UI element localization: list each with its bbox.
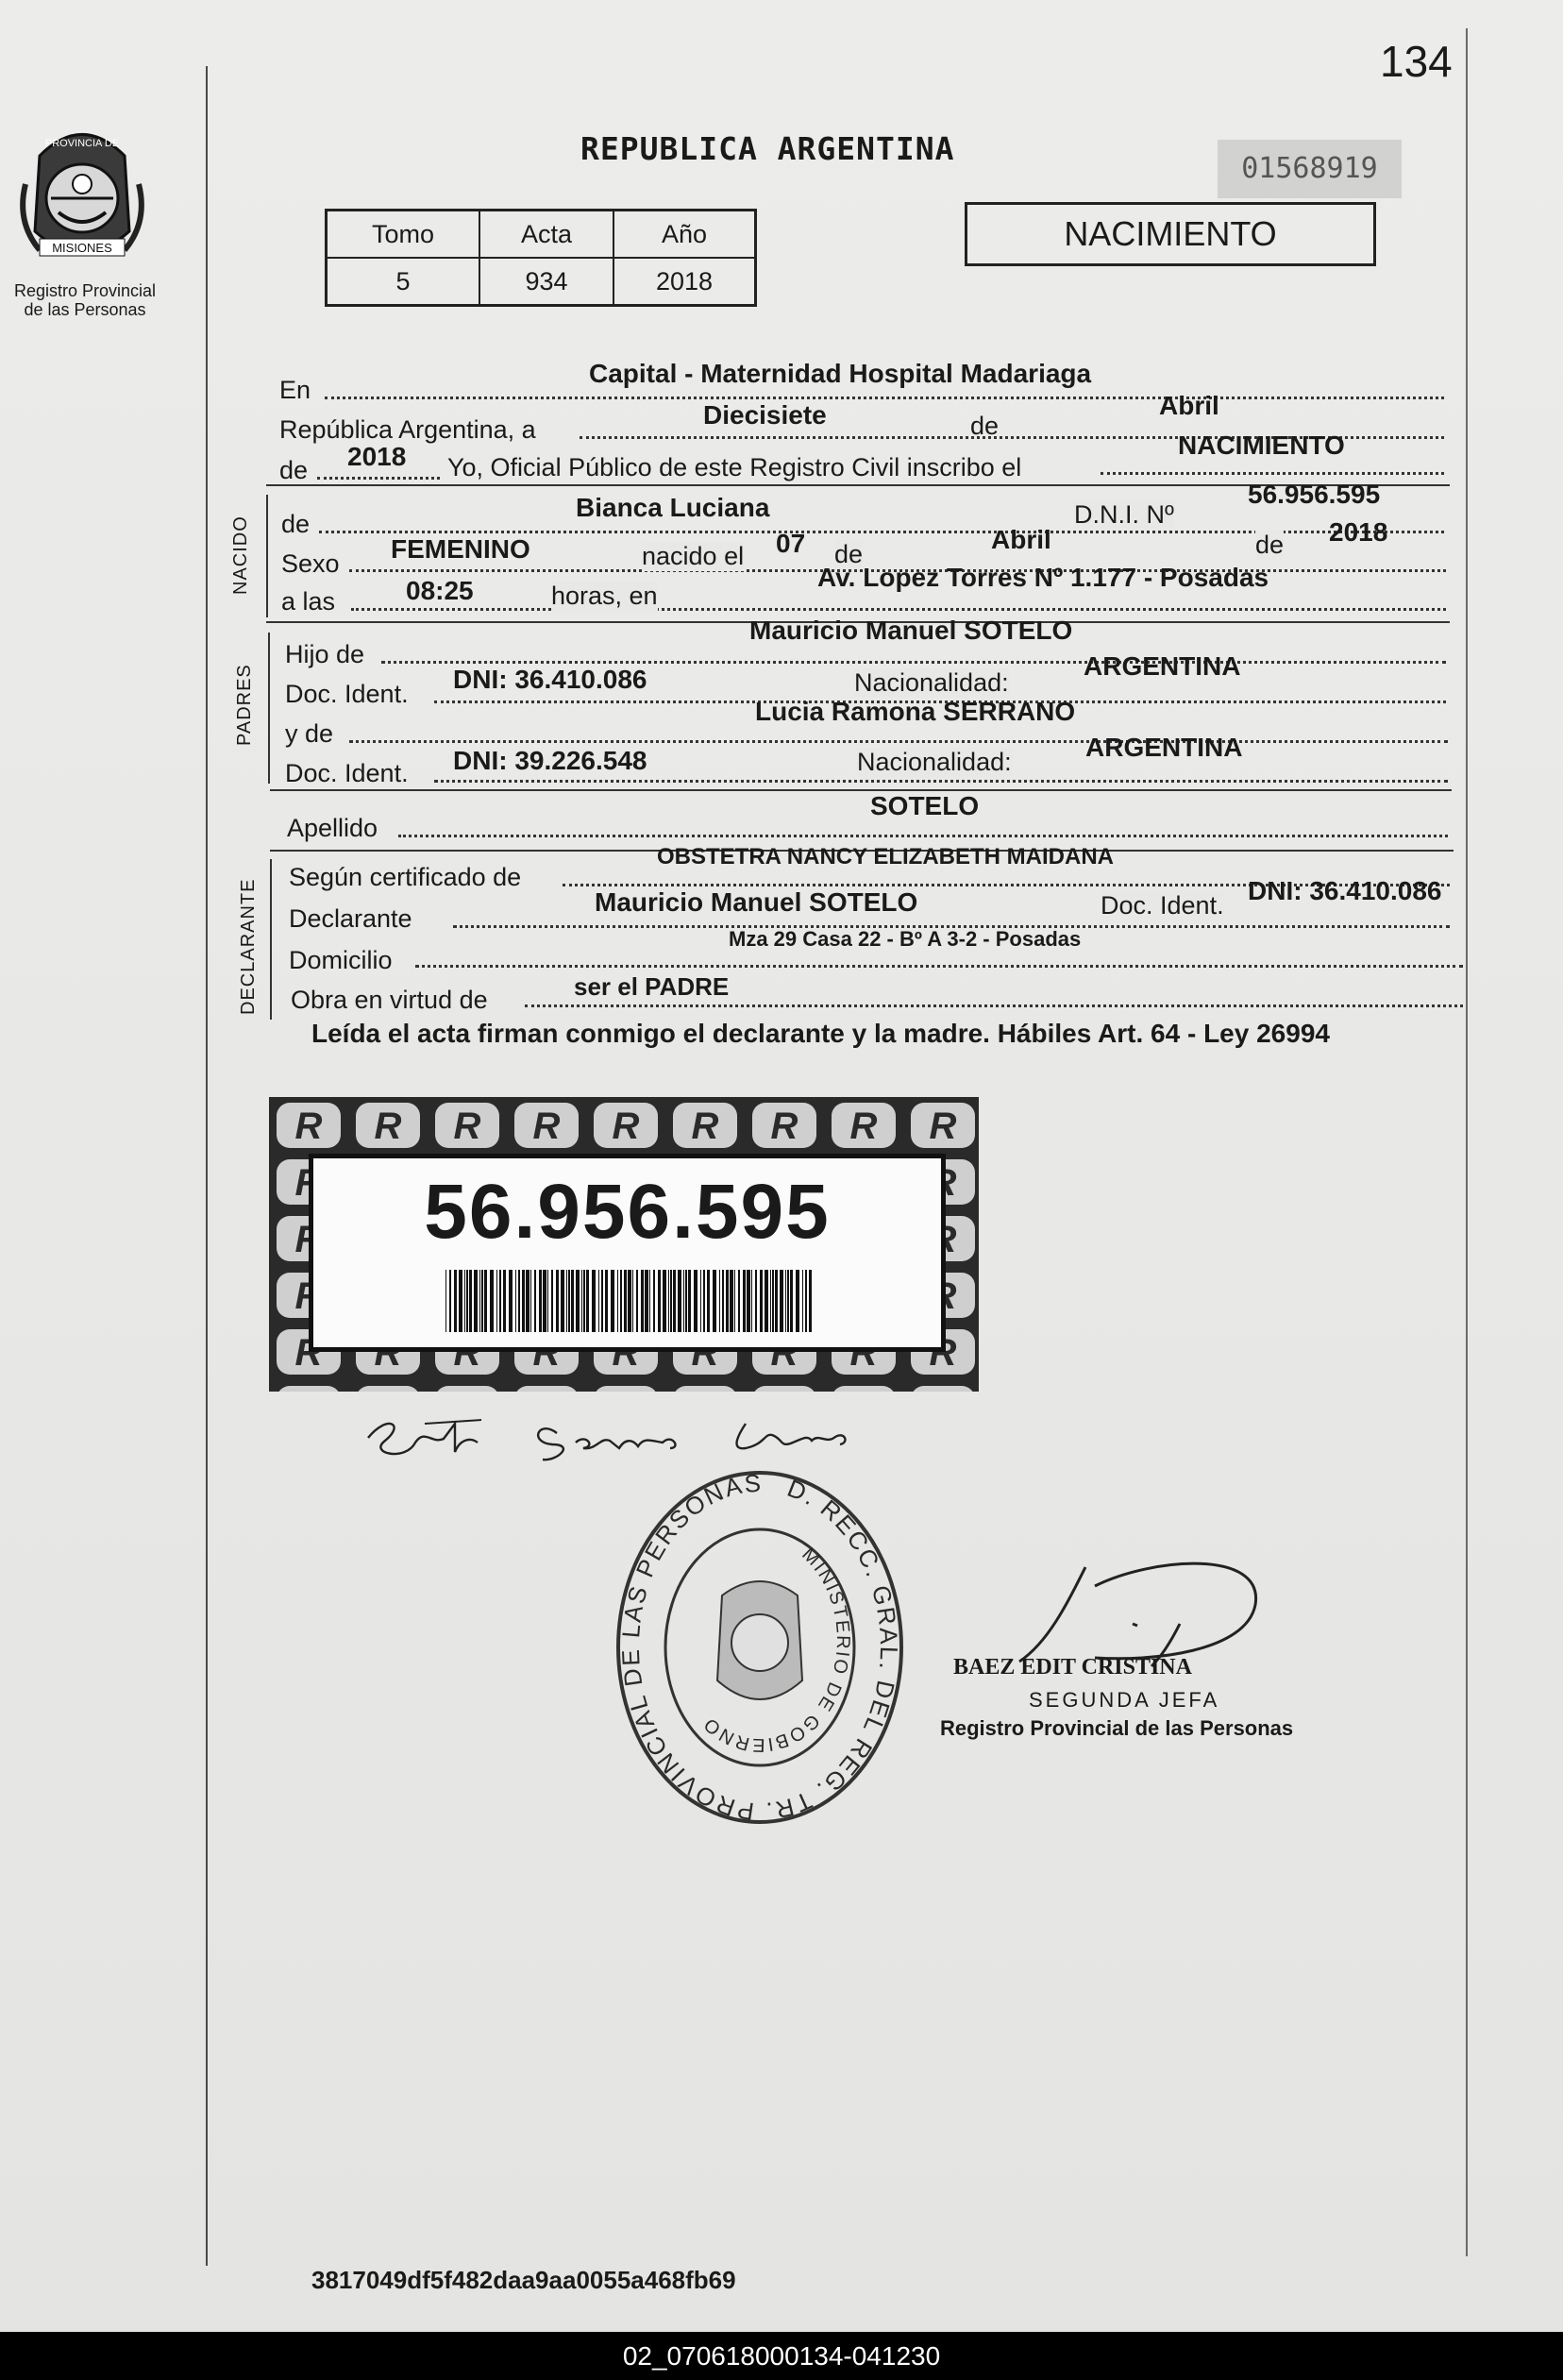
table-value-ano: 2018: [613, 258, 756, 306]
mother-doc-label: Doc. Ident.: [285, 759, 409, 787]
declarante-doc-label: Doc. Ident.: [1101, 891, 1224, 920]
oficial-text: Yo, Oficial Público de este Registro Civil inscribo el: [447, 453, 1022, 481]
official-office: Registro Provincial de las Personas: [940, 1716, 1294, 1740]
cert-value: OBSTETRA NANCY ELIZABETH MAIDANA: [657, 844, 1114, 869]
father-nationality: ARGENTINA: [1084, 651, 1241, 681]
table-header-ano: Año: [613, 211, 756, 259]
section-label-nacido: NACIDO: [230, 515, 251, 595]
inscribe-value: NACIMIENTO: [1178, 430, 1345, 460]
sexo-value: FEMENINO: [391, 534, 530, 564]
father-nat-label: Nacionalidad:: [854, 668, 1009, 697]
nacido-de-label: de: [281, 510, 311, 538]
sexo-label: Sexo: [281, 549, 340, 578]
en-dots: [325, 397, 1444, 399]
month-value: Abril: [1159, 391, 1219, 420]
en-label: En: [279, 376, 311, 404]
nacido-bracket: [266, 495, 268, 617]
de-label-1: de: [970, 412, 1000, 440]
cert-label: Según certificado de: [289, 863, 522, 891]
official-name: BAEZ EDIT CRISTINA: [953, 1655, 1192, 1680]
footer-code: 02_070618000134-041230: [0, 2332, 1563, 2380]
serial-number: 01568919: [1218, 140, 1402, 198]
svg-text:MISIONES: MISIONES: [52, 241, 112, 255]
father-dots: [381, 661, 1446, 664]
birth-place: Av. Lopez Torres Nº 1.177 - Posadas: [817, 563, 1269, 592]
mother-nat-label: Nacionalidad:: [857, 748, 1012, 776]
domicilio-dots: [415, 965, 1463, 968]
dni-label: D.N.I. Nº: [1074, 500, 1174, 529]
mother-dots: [349, 740, 1448, 743]
mother-name: Lucia Ramona SERRANO: [755, 697, 1076, 726]
year-dots: [317, 477, 440, 480]
declarante-doc: DNI: 36.410.086: [1248, 876, 1442, 905]
logo-caption-line2: de las Personas: [24, 300, 146, 319]
declarante-name: Mauricio Manuel SOTELO: [595, 887, 918, 917]
misiones-coat-of-arms-logo: [11, 118, 153, 269]
year-value: 2018: [347, 442, 407, 471]
barcode: [445, 1270, 814, 1332]
father-doc-label: Doc. Ident.: [285, 680, 409, 708]
obra-label: Obra en virtud de: [291, 986, 488, 1014]
horas-label: horas, en: [551, 582, 658, 610]
document-title: REPUBLICA ARGENTINA: [580, 130, 955, 167]
obra-value: ser el PADRE: [574, 972, 730, 1001]
sticker-number: 56.956.595: [424, 1169, 831, 1255]
newborn-dni: 56.956.595: [1248, 480, 1381, 509]
domicilio-value: Mza 29 Casa 22 - Bº A 3-2 - Posadas: [729, 927, 1082, 951]
document-type-box: NACIMIENTO: [965, 202, 1376, 266]
svg-text:MINISTERIO DE GOBIERNO: MINISTERIO DE GOBIERNO: [698, 1544, 854, 1756]
de-label-2: de: [279, 456, 309, 484]
birth-de-b: de: [1255, 531, 1285, 559]
official-role: SEGUNDA JEFA: [1029, 1688, 1220, 1712]
birth-de-a: de: [834, 540, 864, 568]
birth-year: 2018: [1329, 517, 1388, 547]
republica-label: República Argentina, a: [279, 415, 536, 444]
official-oval-seal: [609, 1463, 911, 1831]
day-words: Diecisiete: [703, 400, 827, 430]
table-value-tomo: 5: [327, 258, 480, 306]
birth-day: 07: [776, 529, 806, 558]
newborn-name: Bianca Luciana: [576, 493, 770, 522]
domicilio-label: Domicilio: [289, 946, 393, 974]
record-table: [325, 209, 757, 307]
y-de-label: y de: [285, 719, 334, 748]
hijo-de-label: Hijo de: [285, 640, 365, 668]
father-name: Mauricio Manuel SOTELO: [749, 616, 1073, 645]
padres-bracket: [268, 633, 270, 784]
apellido-value: SOTELO: [870, 791, 980, 820]
hora-dots: [351, 608, 1446, 611]
sticker-label-area: [309, 1154, 946, 1352]
father-doc: DNI: 36.410.086: [453, 665, 647, 694]
dni-sticker: [269, 1097, 979, 1392]
logo-caption-line1: Registro Provincial: [13, 281, 157, 300]
svg-text:PROVINCIA DE: PROVINCIA DE: [44, 138, 120, 149]
logo-caption: [0, 281, 170, 319]
inscribe-dots: [1101, 472, 1444, 475]
section-label-declarante: DECLARANTE: [238, 878, 259, 1015]
declarante-bracket: [270, 859, 272, 1020]
a-las-label: a las: [281, 587, 336, 616]
declarante-label: Declarante: [289, 904, 412, 933]
obra-dots: [525, 1004, 1463, 1007]
mother-doc-dots: [434, 780, 1448, 783]
section-divider-3: [270, 789, 1452, 791]
svg-text:D. RECC. GRAL. DEL REG. TR. PR: D. RECC. GRAL. DEL REG. TR. PROVINCIAL DE LAS PERSONAS: [615, 1468, 904, 1827]
page-number: 134: [1380, 37, 1453, 86]
apellido-dots: [398, 835, 1448, 837]
birth-time: 08:25: [406, 576, 474, 605]
mother-doc: DNI: 39.226.548: [453, 746, 647, 775]
table-value-acta: 934: [479, 258, 613, 306]
section-label-padres: PADRES: [234, 664, 255, 746]
nacido-el-label: nacido el: [642, 542, 745, 570]
birth-month: Abril: [991, 525, 1051, 554]
left-margin-rule: [206, 66, 208, 2266]
apellido-label: Apellido: [287, 814, 378, 842]
closing-statement: Leída el acta firman conmigo el declarante y la madre. Hábiles Art. 64 - Ley 26994: [311, 1019, 1330, 1048]
table-header-tomo: Tomo: [327, 211, 480, 259]
en-value: Capital - Maternidad Hospital Madariaga: [589, 359, 1092, 388]
right-margin-rule: [1466, 28, 1468, 2256]
table-header-acta: Acta: [479, 211, 613, 259]
document-hash: 3817049df5f482daa9aa0055a468fb69: [311, 2266, 736, 2294]
mother-nationality: ARGENTINA: [1085, 733, 1243, 762]
